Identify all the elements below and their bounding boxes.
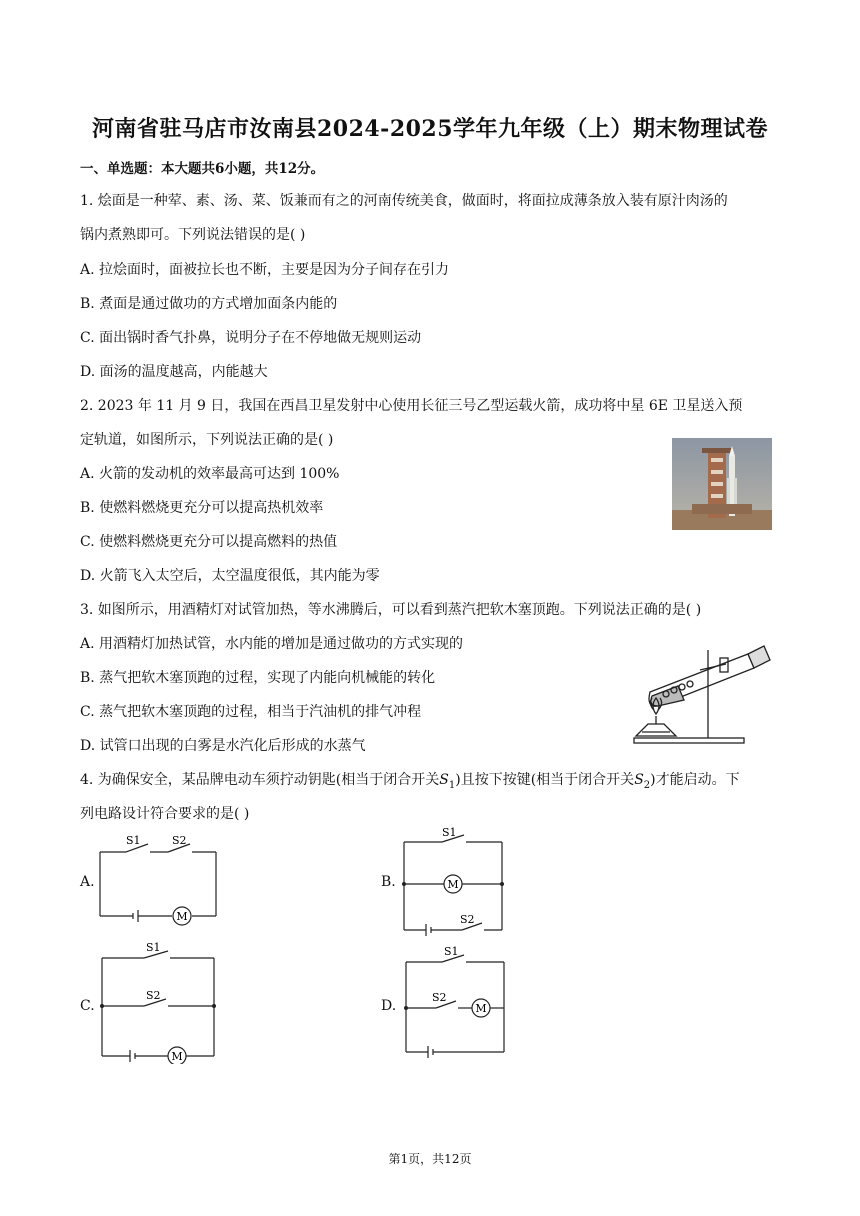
page-footer: 第1页，共12页 <box>388 1152 472 1166</box>
svg-text:S2: S2 <box>460 913 475 926</box>
q2-stem-line1: 2. 2023 年 11 月 9 日，我国在西昌卫星发射中心使用长征三号乙型运载火箭，成功将中星 6E 卫星送入预 <box>80 398 743 414</box>
q3-option-d: D. 试管口出现的白雾是水汽化后形成的水蒸气 <box>80 738 366 754</box>
q3-option-b: B. 蒸气把软木塞顶跑的过程，实现了内能向机械能的转化 <box>80 670 436 686</box>
circuit-c-label: C. <box>80 998 95 1014</box>
svg-text:S1: S1 <box>444 945 459 958</box>
q2-stem-line2: 定轨道，如图所示，下列说法正确的是( ) <box>80 432 334 448</box>
switch-s1-label: S1 <box>126 834 141 847</box>
circuit-b-label: B. <box>381 874 396 890</box>
circuit-c-diagram <box>96 940 222 1064</box>
switch-s2-label: S2 <box>172 834 187 847</box>
q1-stem-line2: 锅内煮熟即可。下列说法错误的是( ) <box>80 227 306 243</box>
svg-text:S2: S2 <box>432 991 447 1004</box>
circuit-d-diagram <box>400 944 512 1058</box>
q1-option-a: A. 拉烩面时，面被拉长也不断，主要是因为分子间存在引力 <box>80 262 450 278</box>
q3-stem-line1: 3. 如图所示，用酒精灯对试管加热，等水沸腾后，可以看到蒸汽把软木塞顶跑。下列说法正确的是( ) <box>80 602 702 618</box>
svg-text:M: M <box>171 1050 183 1063</box>
q4-stem-line2: 列电路设计符合要求的是( ) <box>80 806 250 822</box>
q2-option-a: A. 火箭的发动机的效率最高可达到 100% <box>80 466 340 482</box>
rocket-launch-photo <box>672 438 772 530</box>
circuit-a-diagram <box>96 830 226 926</box>
svg-text:S1: S1 <box>442 826 457 839</box>
circuit-a-label: A. <box>80 874 95 890</box>
q2-option-d: D. 火箭飞入太空后，太空温度很低，其内能为零 <box>80 568 380 584</box>
motor-symbol: M <box>176 910 188 923</box>
q1-option-d: D. 面汤的温度越高，内能越大 <box>80 364 268 380</box>
section-heading: 一、单选题：本大题共6小题，共12分。 <box>80 161 325 177</box>
test-tube-heating-figure <box>630 640 775 750</box>
q1-stem-line1: 1. 烩面是一种荤、素、汤、菜、饭兼而有之的河南传统美食，做面时，将面拉成薄条放入装有原汁肉汤的 <box>80 193 728 209</box>
q4-stem-line1: 4. 为确保安全，某品牌电动车须拧动钥匙(相当于闭合开关$S_1$)且按下按键(相当于闭合开关$S_2$)才能启动。下 <box>80 772 740 791</box>
q2-option-b: B. 使燃料燃烧更充分可以提高热机效率 <box>80 500 324 516</box>
q1-option-b: B. 煮面是通过做功的方式增加面条内能的 <box>80 296 338 312</box>
svg-text:M: M <box>475 1002 487 1015</box>
svg-text:M: M <box>447 878 459 891</box>
q1-option-c: C. 面出锅时香气扑鼻，说明分子在不停地做无规则运动 <box>80 330 422 346</box>
circuit-d-label: D. <box>381 998 397 1014</box>
svg-text:S2: S2 <box>146 989 161 1002</box>
circuit-b-diagram <box>398 826 508 938</box>
q3-option-c: C. 蒸气把软木塞顶跑的过程，相当于汽油机的排气冲程 <box>80 704 422 720</box>
q3-option-a: A. 用酒精灯加热试管，水内能的增加是通过做功的方式实现的 <box>80 636 464 652</box>
page-title: 河南省驻马店市汝南县2024-2025学年九年级（上）期末物理试卷 <box>91 116 769 142</box>
svg-text:S1: S1 <box>146 941 161 954</box>
q2-option-c: C. 使燃料燃烧更充分可以提高燃料的热值 <box>80 534 338 550</box>
